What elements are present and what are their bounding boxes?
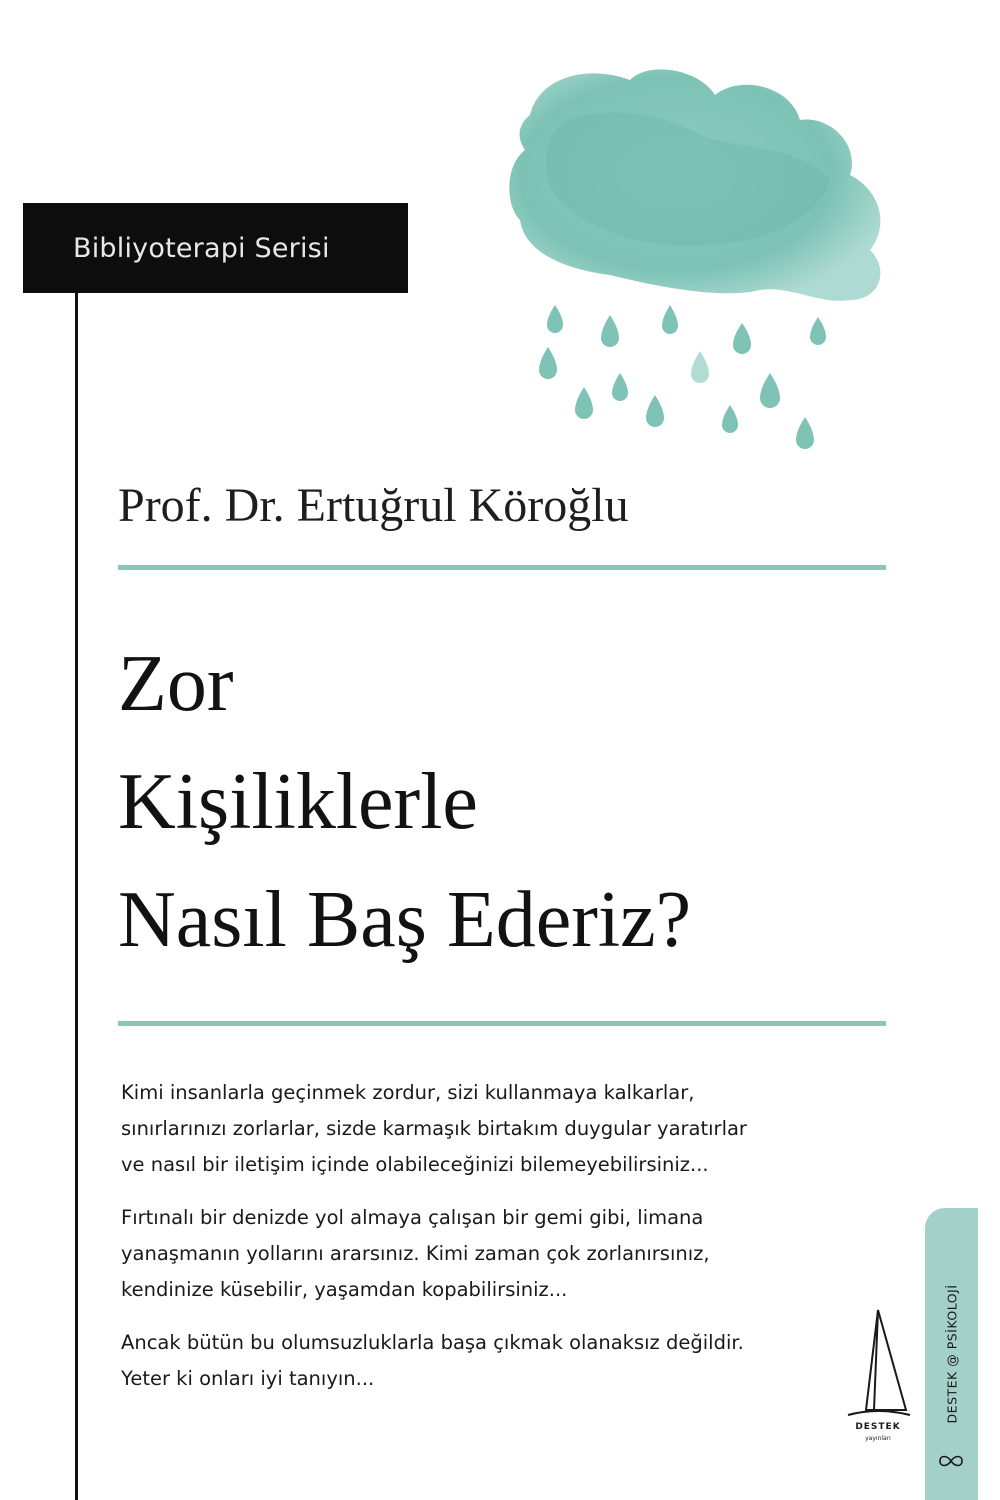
blurb-line: sınırlarınızı zorlarlar, sizde karmaşık birtakım duygular yaratırlar: [121, 1117, 747, 1140]
series-label-box: [23, 203, 408, 293]
blurb-paragraph-1: [121, 1075, 901, 1183]
infinity-icon: [938, 1454, 964, 1468]
author-name: Prof. Dr. Ertuğrul Köroğlu: [118, 479, 629, 532]
blurb-line: yanaşmanın yollarını ararsınız. Kimi zaman çok zorlanırsınız,: [121, 1242, 710, 1265]
title-line-3: Nasıl Baş Ederiz?: [118, 876, 692, 964]
publisher-logo-subtext: yayınları: [865, 1435, 891, 1442]
publisher-logo: [838, 1305, 918, 1445]
blurb-paragraph-3: [121, 1325, 901, 1397]
blurb: [121, 1075, 901, 1414]
title-line-2: Kişiliklerle: [118, 758, 478, 846]
blurb-line: ve nasıl bir iletişim içinde olabileceğinizi bilemeyebilirsiniz...: [121, 1153, 709, 1176]
publisher-logo-text: DESTEK: [855, 1422, 901, 1432]
title-line-1: Zor: [118, 640, 234, 728]
series-label: Bibliyoterapi Serisi: [73, 232, 330, 264]
sail-icon: [848, 1310, 910, 1415]
rain-cloud-icon: [500, 55, 900, 460]
spine-text: DESTEK @ PSİKOLOJİ: [944, 1284, 959, 1424]
blurb-line: Fırtınalı bir denizde yol almaya çalışan bir gemi gibi, limana: [121, 1206, 704, 1229]
blurb-line: Ancak bütün bu olumsuzluklarla başa çıkmak olanaksız değildir.: [121, 1331, 744, 1354]
divider-bottom: [118, 1021, 886, 1026]
blurb-line: kendinize küsebilir, yaşamdan kopabilirsiniz...: [121, 1278, 568, 1301]
divider-top: [118, 565, 886, 570]
blurb-paragraph-2: [121, 1200, 901, 1308]
spine-strip: [925, 1208, 978, 1500]
book-title: [118, 625, 691, 979]
blurb-line: Yeter ki onları iyi tanıyın...: [121, 1367, 375, 1390]
vertical-rule: [75, 290, 78, 1500]
blurb-line: Kimi insanlarla geçinmek zordur, sizi kullanmaya kalkarlar,: [121, 1081, 695, 1104]
